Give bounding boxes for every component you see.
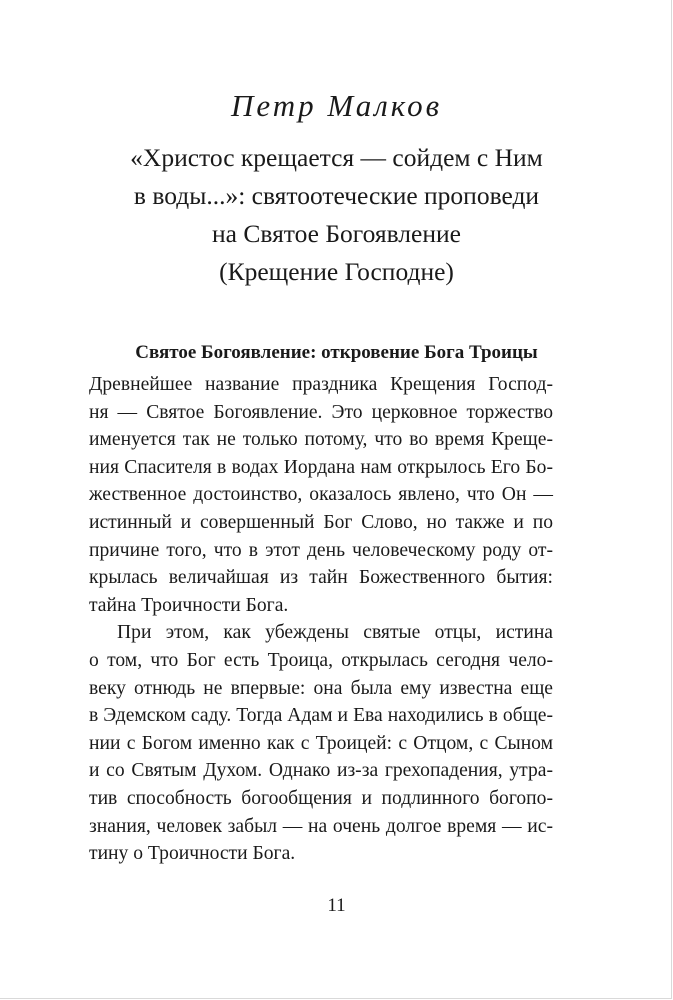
book-title-line: в воды...»: святоотеческие проповеди — [133, 181, 540, 210]
author-name: Петр Малков — [230, 88, 443, 123]
text-line: тину о Троичности Бога. — [89, 843, 296, 865]
paragraph-2 — [89, 619, 553, 867]
book-title-line: на Святое Богоявление — [212, 219, 461, 248]
paragraph-1 — [89, 371, 553, 619]
text-line: знания, человек забыл — на очень долгое время — ис- — [89, 815, 553, 837]
page-number: 11 — [327, 895, 346, 916]
text-line: тайна Троичности Бога. — [89, 594, 289, 616]
text-line: Древнейшее название праздника Крещения Господ- — [89, 374, 553, 395]
book-title-line: (Крещение Господне) — [219, 257, 454, 286]
text-line: При этом, как убеждены святые отцы, истина — [117, 622, 553, 644]
text-line: тив способность богообщения и подлинного богопо- — [89, 787, 553, 809]
text-line: истинный и совершенный Бог Слово, но также и по — [89, 511, 553, 533]
text-line: в Эдемском саду. Тогда Адам и Ева находились в обще- — [89, 705, 553, 727]
text-line: о том, что Бог есть Троица, открылась сегодня чело- — [89, 649, 553, 671]
text-line: причине того, что в этот день человеческому роду от- — [89, 539, 553, 561]
text-line: крылась величайшая из тайн Божественного бытия: — [89, 567, 553, 589]
book-title-line: «Христос крещается — сойдем с Ним — [130, 143, 543, 172]
text-line: веку отнюдь не впервые: она была ему известна еще — [89, 677, 553, 699]
body-text — [89, 371, 553, 868]
text-line: именуется так не только потому, что во время Креще- — [89, 429, 553, 451]
book-title — [90, 139, 583, 291]
text-line: нии с Богом именно как с Троицей: с Отцом, с Сыном — [89, 732, 553, 754]
text-line: жественное достоинство, оказалось явлено, что Он — — [89, 484, 553, 506]
text-line: ния Спасителя в водах Иордана нам открылось Его Бо- — [89, 456, 553, 478]
text-line: ня — Святое Богоявление. Это церковное торжество — [89, 401, 553, 423]
text-line: и со Святым Духом. Однако из-за грехопадения, утра- — [89, 760, 553, 782]
section-heading: Святое Богоявление: откровение Бога Троицы — [135, 342, 538, 363]
